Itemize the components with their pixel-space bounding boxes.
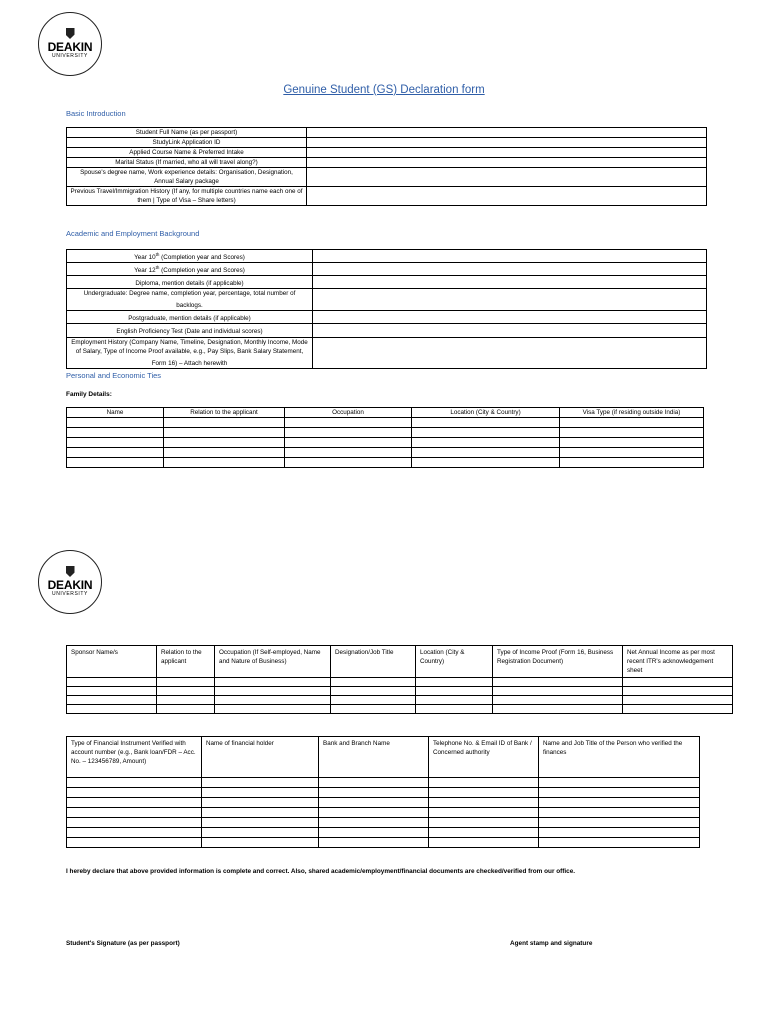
row-label: StudyLink Application ID bbox=[67, 138, 307, 148]
input-cell[interactable] bbox=[319, 818, 429, 828]
column-header: Telephone No. & Email ID of Bank / Concerned authority bbox=[429, 737, 539, 778]
input-cell[interactable] bbox=[623, 687, 733, 696]
deakin-logo bbox=[38, 12, 102, 76]
input-cell[interactable] bbox=[157, 678, 215, 687]
input-cell[interactable] bbox=[416, 705, 493, 714]
input-cell[interactable] bbox=[67, 778, 202, 788]
input-cell[interactable] bbox=[67, 798, 202, 808]
table-row bbox=[67, 778, 700, 788]
family-table bbox=[66, 407, 704, 468]
input-cell[interactable] bbox=[539, 788, 700, 798]
row-label-text: Employment History (Company Name, Timeline, Designation, Monthly Income, Mode of Salary, Type of Income Proof available, e.g., Pay Slips, Bank Salary Statement, Form 16) – Attach herewith bbox=[71, 338, 308, 367]
column-header: Type of Financial Instrument Verified with account number (e.g., Bank loan/FDR – Acc. No. – 123456789, Amount) bbox=[67, 737, 202, 778]
input-cell[interactable] bbox=[67, 818, 202, 828]
financial-table bbox=[66, 736, 700, 848]
agent-signature-label: Agent stamp and signature bbox=[510, 940, 593, 947]
input-cell[interactable] bbox=[67, 458, 164, 468]
row-label-text: Year 10 bbox=[134, 254, 156, 262]
row-label bbox=[67, 324, 313, 337]
row-label bbox=[67, 276, 313, 289]
table-row bbox=[67, 788, 700, 798]
row-label-sup: th bbox=[155, 265, 160, 271]
input-cell[interactable] bbox=[493, 678, 623, 687]
table-row bbox=[67, 838, 700, 848]
input-cell[interactable] bbox=[202, 798, 319, 808]
row-label: Spouse's degree name, Work experience details: Organisation, Designation, Annual Salary package bbox=[67, 168, 307, 187]
input-cell[interactable] bbox=[164, 448, 285, 458]
input-cell[interactable] bbox=[164, 458, 285, 468]
row-label bbox=[67, 289, 313, 311]
row-label bbox=[67, 250, 313, 263]
basic-heading: Basic Introduction bbox=[66, 109, 126, 118]
table-row bbox=[67, 337, 707, 368]
logo-sub: UNIVERSITY bbox=[51, 591, 88, 597]
input-cell[interactable] bbox=[412, 418, 560, 428]
page-title: Genuine Student (GS) Declaration form bbox=[283, 84, 485, 96]
table-row bbox=[67, 818, 700, 828]
input-cell[interactable] bbox=[493, 705, 623, 714]
input-cell[interactable] bbox=[416, 678, 493, 687]
answer-cell[interactable] bbox=[307, 158, 707, 168]
input-cell[interactable] bbox=[67, 678, 157, 687]
shield-icon bbox=[66, 28, 75, 39]
input-cell[interactable] bbox=[285, 428, 412, 438]
logo-name: DEAKIN bbox=[47, 578, 93, 592]
answer-cell[interactable] bbox=[313, 324, 707, 337]
table-row bbox=[67, 418, 704, 428]
input-cell[interactable] bbox=[412, 458, 560, 468]
input-cell[interactable] bbox=[202, 818, 319, 828]
input-cell[interactable] bbox=[202, 838, 319, 848]
family-label: Family Details: bbox=[66, 391, 112, 398]
row-label-text: Postgraduate, mention details (if applicable) bbox=[128, 315, 251, 323]
input-cell[interactable] bbox=[331, 687, 416, 696]
table-row bbox=[67, 250, 707, 263]
input-cell[interactable] bbox=[539, 818, 700, 828]
input-cell[interactable] bbox=[412, 428, 560, 438]
input-cell[interactable] bbox=[416, 687, 493, 696]
input-cell[interactable] bbox=[215, 696, 331, 705]
input-cell[interactable] bbox=[319, 778, 429, 788]
input-cell[interactable] bbox=[67, 808, 202, 818]
table-row bbox=[67, 696, 733, 705]
row-label-suffix: (Completion year and Scores) bbox=[159, 254, 245, 262]
input-cell[interactable] bbox=[285, 438, 412, 448]
academic-heading: Academic and Employment Background bbox=[66, 229, 200, 238]
table-row bbox=[67, 438, 704, 448]
row-label bbox=[67, 337, 313, 368]
shield-icon bbox=[66, 566, 75, 577]
input-cell[interactable] bbox=[623, 696, 733, 705]
row-label-text: Year 12 bbox=[134, 267, 156, 275]
row-label: Previous Travel/Immigration History (If any, for multiple countries name each one of them | Type of Visa – Share letters) bbox=[67, 187, 307, 206]
row-label bbox=[67, 311, 313, 324]
input-cell[interactable] bbox=[285, 418, 412, 428]
table-row bbox=[67, 324, 707, 337]
input-cell[interactable] bbox=[539, 838, 700, 848]
input-cell[interactable] bbox=[285, 458, 412, 468]
input-cell[interactable] bbox=[493, 696, 623, 705]
column-header: Relation to the applicant bbox=[157, 646, 215, 678]
column-header: Designation/Job Title bbox=[331, 646, 416, 678]
input-cell[interactable] bbox=[157, 705, 215, 714]
logo-name: DEAKIN bbox=[47, 40, 93, 54]
answer-cell[interactable] bbox=[307, 187, 707, 206]
input-cell[interactable] bbox=[560, 458, 704, 468]
sponsor-table bbox=[66, 645, 733, 714]
table-row bbox=[67, 705, 733, 714]
row-label: Student Full Name (as per passport) bbox=[67, 128, 307, 138]
input-cell[interactable] bbox=[157, 687, 215, 696]
input-cell[interactable] bbox=[429, 798, 539, 808]
answer-cell[interactable] bbox=[307, 138, 707, 148]
column-header: Location (City & Country) bbox=[416, 646, 493, 678]
input-cell[interactable] bbox=[164, 428, 285, 438]
input-cell[interactable] bbox=[319, 838, 429, 848]
table-row bbox=[67, 148, 707, 158]
input-cell[interactable] bbox=[429, 778, 539, 788]
answer-cell[interactable] bbox=[313, 276, 707, 289]
input-cell[interactable] bbox=[202, 828, 319, 838]
input-cell[interactable] bbox=[202, 778, 319, 788]
input-cell[interactable] bbox=[164, 418, 285, 428]
table-row bbox=[67, 276, 707, 289]
input-cell[interactable] bbox=[560, 448, 704, 458]
column-header: Occupation (If Self-employed, Name and Nature of Business) bbox=[215, 646, 331, 678]
input-cell[interactable] bbox=[539, 808, 700, 818]
column-header: Visa Type (if residing outside India) bbox=[560, 408, 704, 418]
table-row bbox=[67, 458, 704, 468]
input-cell[interactable] bbox=[67, 438, 164, 448]
input-cell[interactable] bbox=[67, 687, 157, 696]
row-label: Marital Status (If married, who all will travel along?) bbox=[67, 158, 307, 168]
input-cell[interactable] bbox=[429, 838, 539, 848]
answer-cell[interactable] bbox=[313, 263, 707, 276]
row-label-text: Diploma, mention details (if applicable) bbox=[135, 280, 244, 288]
input-cell[interactable] bbox=[412, 438, 560, 448]
answer-cell[interactable] bbox=[313, 250, 707, 263]
column-header: Name bbox=[67, 408, 164, 418]
row-label bbox=[67, 263, 313, 276]
table-row bbox=[67, 428, 704, 438]
answer-cell[interactable] bbox=[313, 289, 707, 311]
input-cell[interactable] bbox=[412, 448, 560, 458]
input-cell[interactable] bbox=[67, 788, 202, 798]
answer-cell[interactable] bbox=[313, 311, 707, 324]
table-row bbox=[67, 128, 707, 138]
table-row bbox=[67, 158, 707, 168]
input-cell[interactable] bbox=[202, 808, 319, 818]
declaration-text: I hereby declare that above provided information is complete and correct. Also, shared academic/employment/financial documents are checked/verified from our office. bbox=[66, 868, 576, 875]
table-row bbox=[67, 678, 733, 687]
input-cell[interactable] bbox=[429, 808, 539, 818]
column-header: Relation to the applicant bbox=[164, 408, 285, 418]
input-cell[interactable] bbox=[539, 778, 700, 788]
row-label-sup: th bbox=[155, 252, 160, 257]
column-header: Net Annual Income as per most recent ITR's acknowledgement sheet bbox=[623, 646, 733, 678]
input-cell[interactable] bbox=[623, 705, 733, 714]
column-header: Sponsor Name/s bbox=[67, 646, 157, 678]
input-cell[interactable] bbox=[429, 788, 539, 798]
academic-table bbox=[66, 249, 707, 369]
row-label-suffix: (Completion year and Scores) bbox=[159, 267, 245, 275]
input-cell[interactable] bbox=[331, 696, 416, 705]
column-header: Name of financial holder bbox=[202, 737, 319, 778]
logo-sub: UNIVERSITY bbox=[51, 53, 88, 59]
input-cell[interactable] bbox=[623, 678, 733, 687]
row-label-text: Undergraduate: Degree name, completion year, percentage, total number of backlogs. bbox=[83, 290, 296, 310]
input-cell[interactable] bbox=[67, 428, 164, 438]
input-cell[interactable] bbox=[67, 696, 157, 705]
input-cell[interactable] bbox=[215, 678, 331, 687]
column-header: Name and Job Title of the Person who verified the finances bbox=[539, 737, 700, 778]
table-row bbox=[67, 798, 700, 808]
input-cell[interactable] bbox=[319, 788, 429, 798]
table-row bbox=[67, 168, 707, 187]
answer-cell[interactable] bbox=[313, 337, 707, 368]
input-cell[interactable] bbox=[416, 696, 493, 705]
input-cell[interactable] bbox=[157, 696, 215, 705]
column-header: Bank and Branch Name bbox=[319, 737, 429, 778]
input-cell[interactable] bbox=[319, 828, 429, 838]
basic-table bbox=[66, 127, 707, 206]
input-cell[interactable] bbox=[67, 418, 164, 428]
input-cell[interactable] bbox=[215, 705, 331, 714]
student-signature-label: Student's Signature (as per passport) bbox=[66, 940, 180, 947]
table-row bbox=[67, 187, 707, 206]
input-cell[interactable] bbox=[539, 798, 700, 808]
row-label: Applied Course Name & Preferred Intake bbox=[67, 148, 307, 158]
column-header: Type of Income Proof (Form 16, Business Registration Document) bbox=[493, 646, 623, 678]
table-row bbox=[67, 448, 704, 458]
input-cell[interactable] bbox=[164, 438, 285, 448]
input-cell[interactable] bbox=[67, 448, 164, 458]
input-cell[interactable] bbox=[331, 678, 416, 687]
table-row bbox=[67, 138, 707, 148]
table-row bbox=[67, 263, 707, 276]
table-row bbox=[67, 687, 733, 696]
input-cell[interactable] bbox=[215, 687, 331, 696]
input-cell[interactable] bbox=[560, 418, 704, 428]
column-header: Location (City & Country) bbox=[412, 408, 560, 418]
table-row bbox=[67, 828, 700, 838]
input-cell[interactable] bbox=[67, 705, 157, 714]
table-row bbox=[67, 311, 707, 324]
input-cell[interactable] bbox=[560, 428, 704, 438]
input-cell[interactable] bbox=[493, 687, 623, 696]
input-cell[interactable] bbox=[285, 448, 412, 458]
input-cell[interactable] bbox=[429, 818, 539, 828]
input-cell[interactable] bbox=[319, 808, 429, 818]
input-cell[interactable] bbox=[560, 438, 704, 448]
answer-cell[interactable] bbox=[307, 128, 707, 138]
deakin-logo-2 bbox=[38, 550, 102, 614]
answer-cell[interactable] bbox=[307, 168, 707, 187]
input-cell[interactable] bbox=[539, 828, 700, 838]
answer-cell[interactable] bbox=[307, 148, 707, 158]
row-label-text: English Proficiency Test (Date and individual scores) bbox=[116, 328, 263, 336]
personal-heading: Personal and Economic Ties bbox=[66, 371, 162, 380]
column-header: Occupation bbox=[285, 408, 412, 418]
table-row bbox=[67, 808, 700, 818]
input-cell[interactable] bbox=[319, 798, 429, 808]
input-cell[interactable] bbox=[67, 838, 202, 848]
input-cell[interactable] bbox=[67, 828, 202, 838]
input-cell[interactable] bbox=[429, 828, 539, 838]
table-row bbox=[67, 289, 707, 311]
input-cell[interactable] bbox=[331, 705, 416, 714]
input-cell[interactable] bbox=[202, 788, 319, 798]
